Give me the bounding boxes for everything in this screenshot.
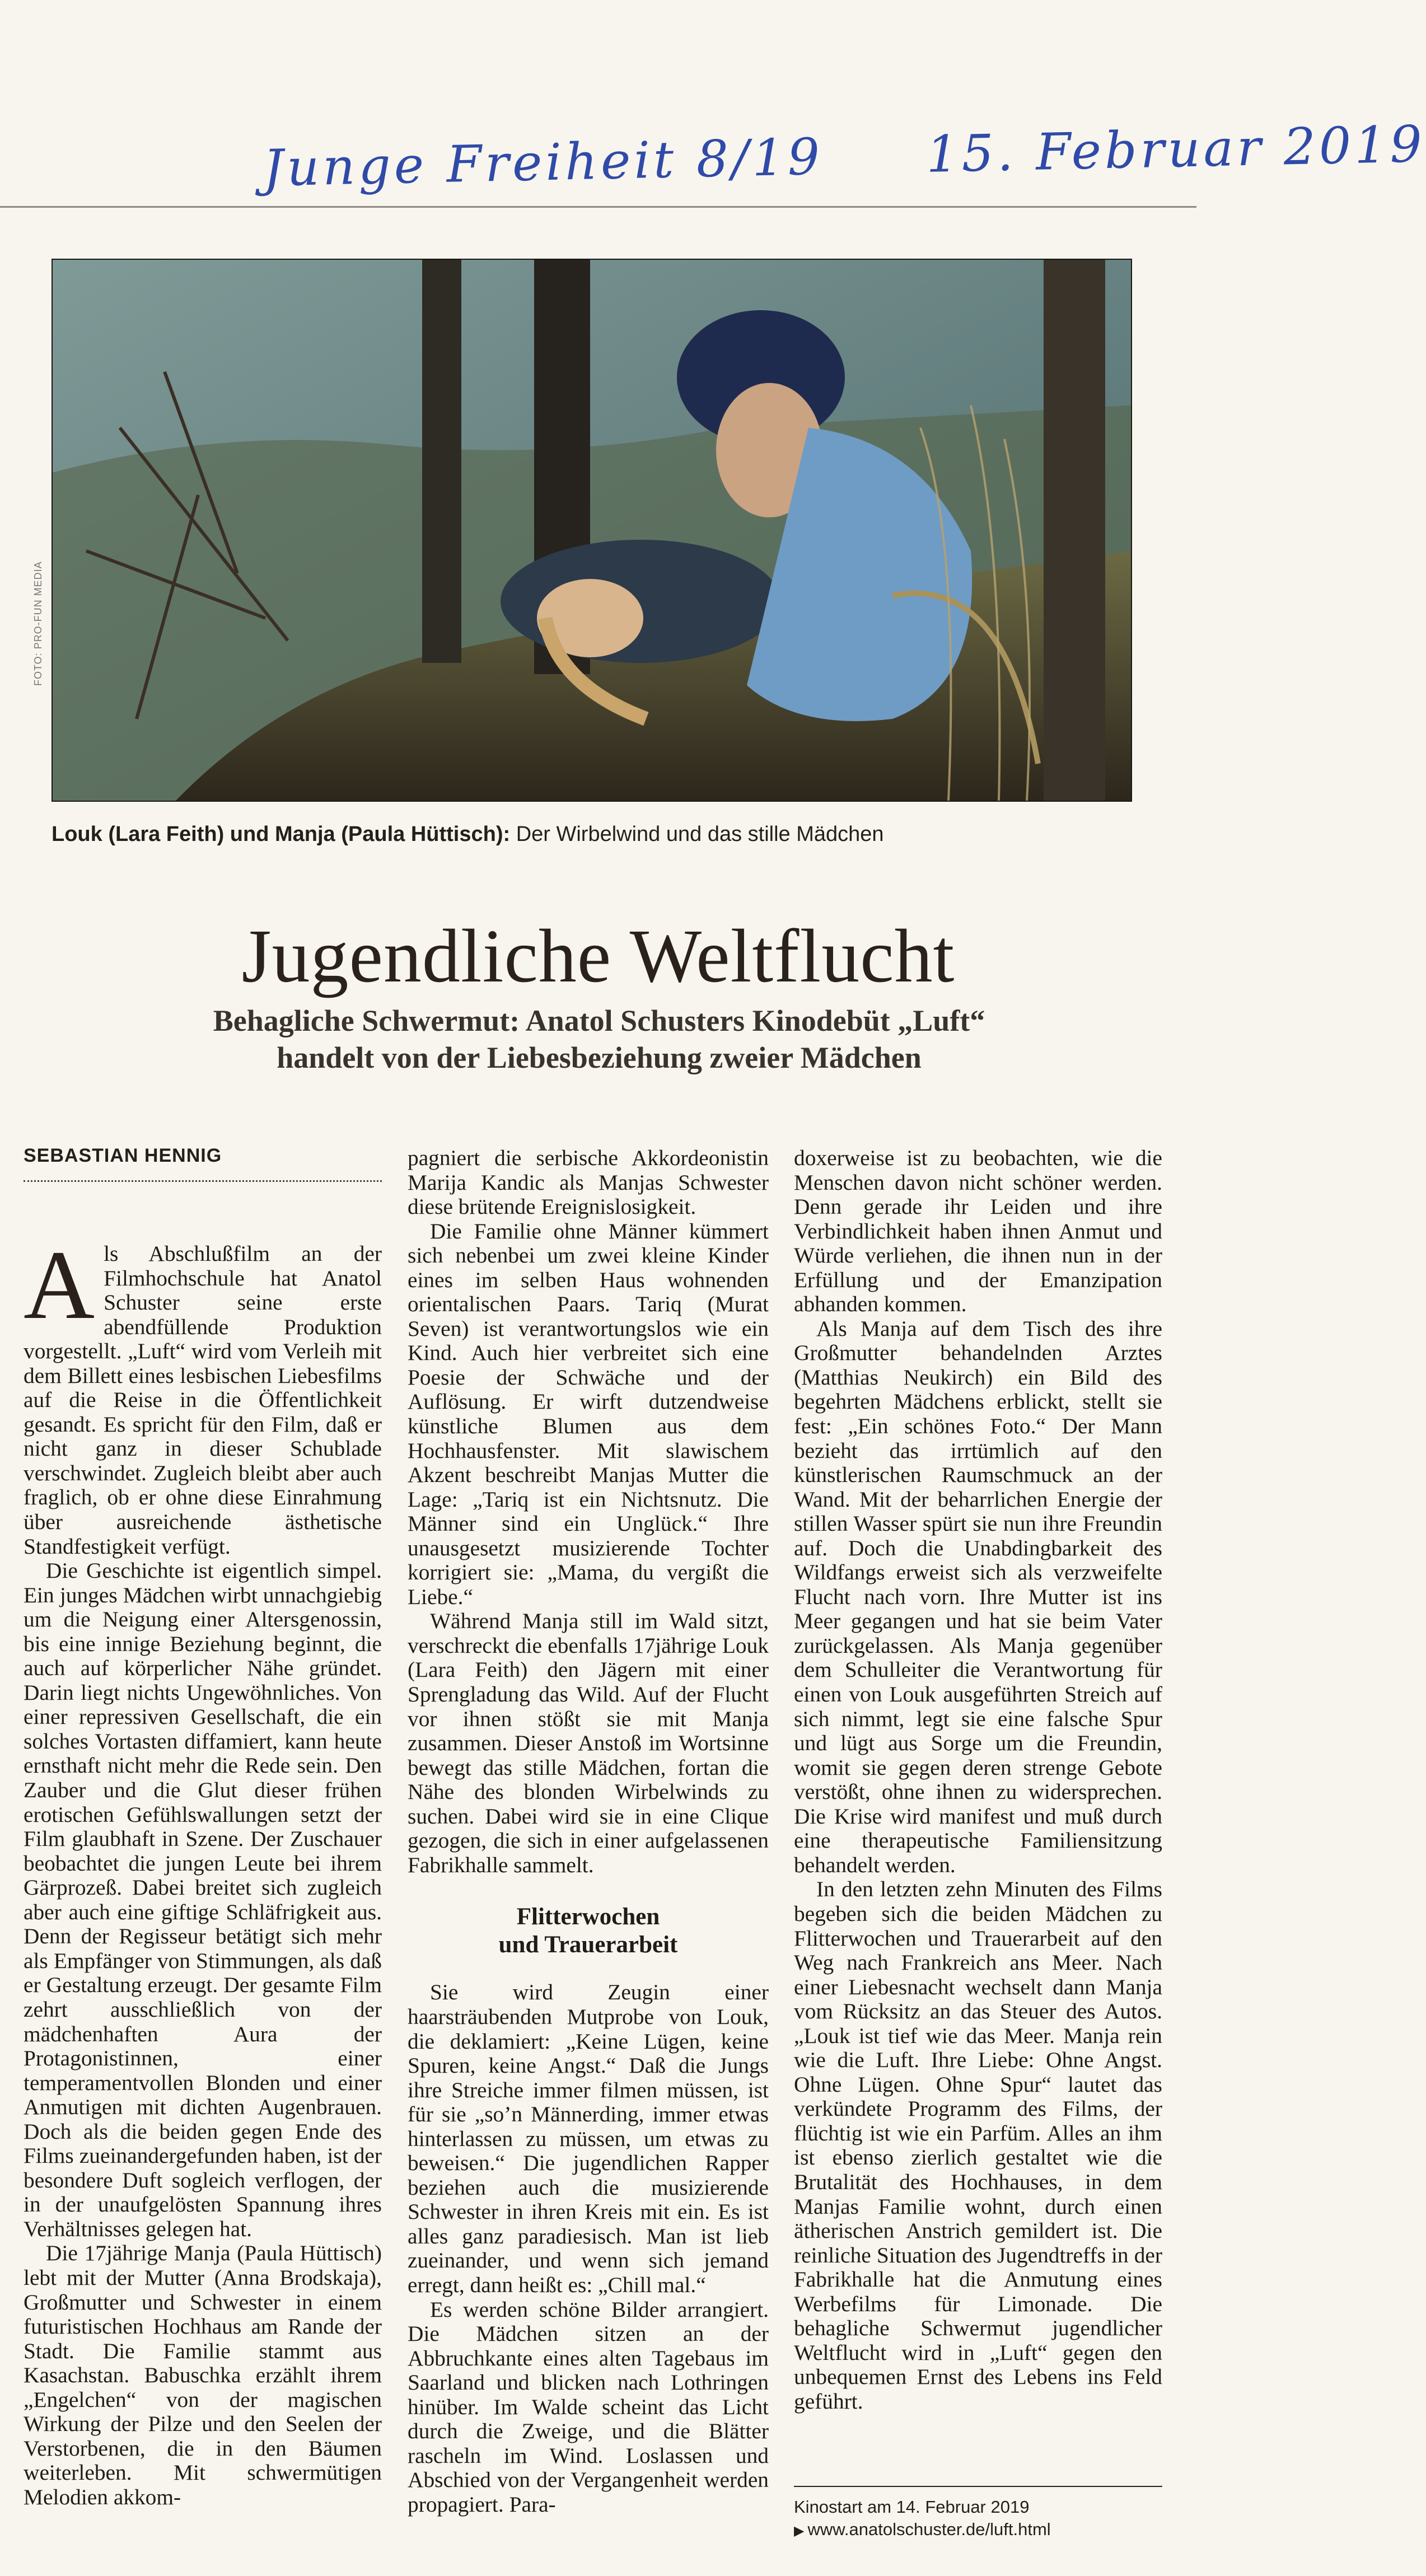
photo-caption bbox=[52, 819, 1130, 850]
paragraph: Als Manja auf dem Tisch des ihre Großmutter behandelnden Arztes (Matthias Neukirch) ein Bild des begehrten Mädchens erblickt, stellt sie fest: „Ein schönes Foto.“ Der Mann bezieht das irrtümlich auf den künstlerischen Raumschmuck an der Wand. Mit der beharrlichen Energie der stillen Wasser spürt sie nun ihre Freundin auf. Doch die Unabdingbarkeit des Wildfangs erweist sich als verzweifelte Flucht nach vorn. Ihre Mutter ist ins Meer gegangen und hat sie beim Vater zurückgelassen. Als Manja gegenüber dem Schulleiter die Verantwortung für einen von Louk ausgeführten Streich auf sich nimmt, legt sie eine falsche Spur und lügt aus Sorge um die Freundin, womit sie gegen deren strenge Gebote verstößt, ohne ihnen zu widersprechen. Die Krise wird manifest und muß durch eine therapeutische Familiensitzung behandelt werden. bbox=[794, 1316, 1162, 1877]
section-subtitle bbox=[408, 1903, 769, 1959]
article-photo bbox=[52, 259, 1132, 802]
subheadline-line-2: handelt von der Liebesbeziehung zweier Mädchen bbox=[277, 1041, 922, 1074]
paragraph: Während Manja still im Wald sitzt, verschreckt die ebenfalls 17jährige Louk (Lara Feith) den Jägern mit einer Sprengladung das Wild. Auf der Flucht vor ihnen stößt sie mit Manja zusammen. Dieser Anstoß im Wortsinne bewegt das stille Mädchen, fortan die Nähe des blonden Wirbelwinds zu suchen. Dabei wird sie in eine Clique gezogen, die sich in einer aufgelassenen Fabrikhalle sammelt. bbox=[408, 1609, 769, 1877]
drop-cap: A bbox=[24, 1231, 95, 1340]
caption-text: Der Wirbelwind und das stille Mädchen bbox=[510, 822, 884, 846]
byline-rule bbox=[24, 1180, 382, 1182]
article-column-1 bbox=[24, 1231, 382, 2552]
website-line bbox=[794, 2518, 1162, 2542]
caption-names: Louk (Lara Feith) und Manja (Paula Hüttisch): bbox=[52, 822, 511, 846]
handwritten-note bbox=[263, 115, 1426, 199]
paragraph: Die 17jährige Manja (Paula Hüttisch) lebt mit der Mutter (Anna Brodskaja), Großmutter und Schwester in einem futuristischen Hochhaus am Rande der Stadt. Die Familie stammt aus Kasachstan. Babuschka erzählt ihrem „Engelchen“ von der magischen Wirkung der Pilze und den Seelen der Verstorbenen, die in den Bäumen weiterleben. Mit schwermütigen Melodien akkom- bbox=[24, 2241, 382, 2509]
byline: SEBASTIAN HENNIG bbox=[24, 1145, 222, 1166]
handwritten-source: Junge Freiheit 8/19 bbox=[263, 127, 824, 198]
release-date: Kinostart am 14. Februar 2019 bbox=[794, 2497, 1030, 2517]
article-column-3 bbox=[794, 1146, 1162, 2456]
paragraph: pagniert die serbische Akkordeonistin Marija Kandic als Manjas Schwester diese brütende Ereignislosigkeit. bbox=[408, 1146, 769, 1219]
handwritten-date: 15. Februar 2019 bbox=[925, 115, 1426, 184]
photo-illustration bbox=[53, 260, 1131, 801]
headline: Jugendliche Weltflucht bbox=[241, 914, 955, 998]
article-footer bbox=[794, 2496, 1162, 2542]
arrow-right-icon: ▶ bbox=[794, 2523, 805, 2538]
website-link[interactable]: www.anatolschuster.de/luft.html bbox=[807, 2519, 1051, 2539]
paragraph: Die Geschichte ist eigentlich simpel. Ein junges Mädchen wirbt unnachgiebig um die Neigung einer Altersgenossin, bis eine innige Beziehung beginnt, die auch auf körperlicher Nähe gründet. Darin liegt nichts Ungewöhnliches. Von einer repressiven Gesellschaft, die ein solches Vortasten diffamiert, kann heute ernsthaft nicht mehr die Rede sein. Den Zauber und die Glut dieser frühen erotischen Gefühlswallungen setzt der Film glaubhaft in Szene. Der Zuschauer beobachtet die jungen Leute bei ihrem Gärprozeß. Dabei breitet sich zugleich aber auch eine giftige Schläfrigkeit aus. Denn der Regisseur betätigt sich mehr als Empfänger von Stimmungen, als daß er Gestaltung erzeugt. Der gesamte Film zehrt ausschließlich von der mädchenhaften Aura der Protagonistinnen, einer temperamentvollen Blonden und einer Anmutigen mit dichten Augenbrauen. Doch als die beiden gegen Ende des Films zueinandergefunden haben, ist der besondere Duft sogleich verflogen, der in der unaufgelösten Spannung ihres Verhältnisses gelegen hat. bbox=[24, 1558, 382, 2241]
section-subtitle-line-1: Flitterwochen bbox=[516, 1904, 660, 1930]
footer-rule bbox=[794, 2486, 1162, 2487]
paragraph: Die Familie ohne Männer kümmert sich nebenbei um zwei kleine Kinder eines im selben Haus wohnenden orientalischen Paars. Tariq (Murat Seven) ist verantwortungslos wie ein Kind. Auch hier verbreitet sich eine Poesie der Schwäche und der Auflösung. Er wirft dutzendweise künstliche Blumen aus dem Hochhausfenster. Mit slawischem Akzent beschreibt Manjas Mutter die Lage: „Tariq ist ein Nichtsnutz. Die Männer sind ein Unglück.“ Ihre unausgesetzt musizierende Tochter korrigiert sie: „Mama, du vergißt die Liebe.“ bbox=[408, 1218, 769, 1609]
paragraph: doxerweise ist zu beobachten, wie die Menschen davon nicht schöner werden. Denn gerade ihr Leiden und ihre Verbindlichkeit haben ihnen Anmut und Würde verliehen, die ihnen nun in der Erfüllung und der Emanzipation abhanden kommen. bbox=[794, 1146, 1162, 1317]
article-column-2 bbox=[408, 1146, 769, 2557]
subheadline-line-1: Behagliche Schwermut: Anatol Schusters Kinodebüt „Luft“ bbox=[213, 1004, 985, 1037]
paragraph: Es werden schöne Bilder arrangiert. Die Mädchen sitzen an der Abbruchkante eines alten Tagebaus im Saarland und blicken nach Lothringen hinüber. Im Walde scheint das Licht durch die Zweige, und die Blätter rascheln im Wind. Loslassen und Abschied von der Vergangenheit werden propagiert. Para- bbox=[408, 2297, 769, 2517]
section-subtitle-line-2: und Trauerarbeit bbox=[498, 1932, 678, 1958]
subheadline bbox=[140, 1002, 1058, 1076]
paragraph: In den letzten zehn Minuten des Films begeben sich die beiden Mädchen zu Flitterwochen und Trauerarbeit auf den Weg nach Frankreich ans Meer. Nach einer Liebesnacht wechselt dann Manja vom Rücksitz an das Steuer des Autos. „Louk ist tief wie das Meer. Manja rein wie die Luft. Ihre Liebe: Ohne Angst. Ohne Lügen. Ohne Spur“ lautet das verkündete Programm des Films, der flüchtig ist wie ein Parfüm. Alles an ihm ist ebenso zierlich gestaltet wie die Brutalität des Hochhauses, in dem Manjas Familie wohnt, durch einen ätherischen Anstrich gemildert ist. Die reinliche Situation des Jugendtreffs in der Fabrikhalle hat die Anmutung eines Werbefilms für Limonade. Die behagliche Schwermut jugendlicher Weltflucht wird in „Luft“ gegen den unbequemen Ernst des Lebens ins Feld geführt. bbox=[794, 1877, 1162, 2414]
paragraph: Als Abschlußfilm an der Filmhochschule hat Anatol Schuster seine erste abendfüllende Produktion vorgestellt. „Luft“ wird vom Verleih mit dem Billett eines lesbischen Liebesfilms auf die Reise in die Öffentlichkeit gesandt. Es spricht für den Film, daß er nicht ganz in dieser Schublade verschwindet. Zugleich bleibt aber auch fraglich, ob er ohne diese Einrahmung über ausreichende ästhetische Standfestigkeit verfügt. bbox=[24, 1231, 382, 1559]
paragraph: Sie wird Zeugin einer haarsträubenden Mutprobe von Louk, die deklamiert: „Keine Lügen, keine Spuren, keine Angst.“ Daß die Jungs ihre Streiche immer filmen müssen, ist für sie „so’n Männerding, immer etwas hinterlassen zu müssen, um etwas zu beweisen.“ Die jugendlichen Rapper beziehen auch die musizierende Schwester in ihren Kreis mit ein. Es ist alles ganz paradiesisch. Man ist lieb zueinander, und wenn sich jemand erregt, dann heißt es: „Chill mal.“ bbox=[408, 1980, 769, 2297]
photo-credit: FOTO: PRO-FUN MEDIA bbox=[32, 561, 44, 686]
page-top-rule bbox=[0, 206, 1196, 208]
